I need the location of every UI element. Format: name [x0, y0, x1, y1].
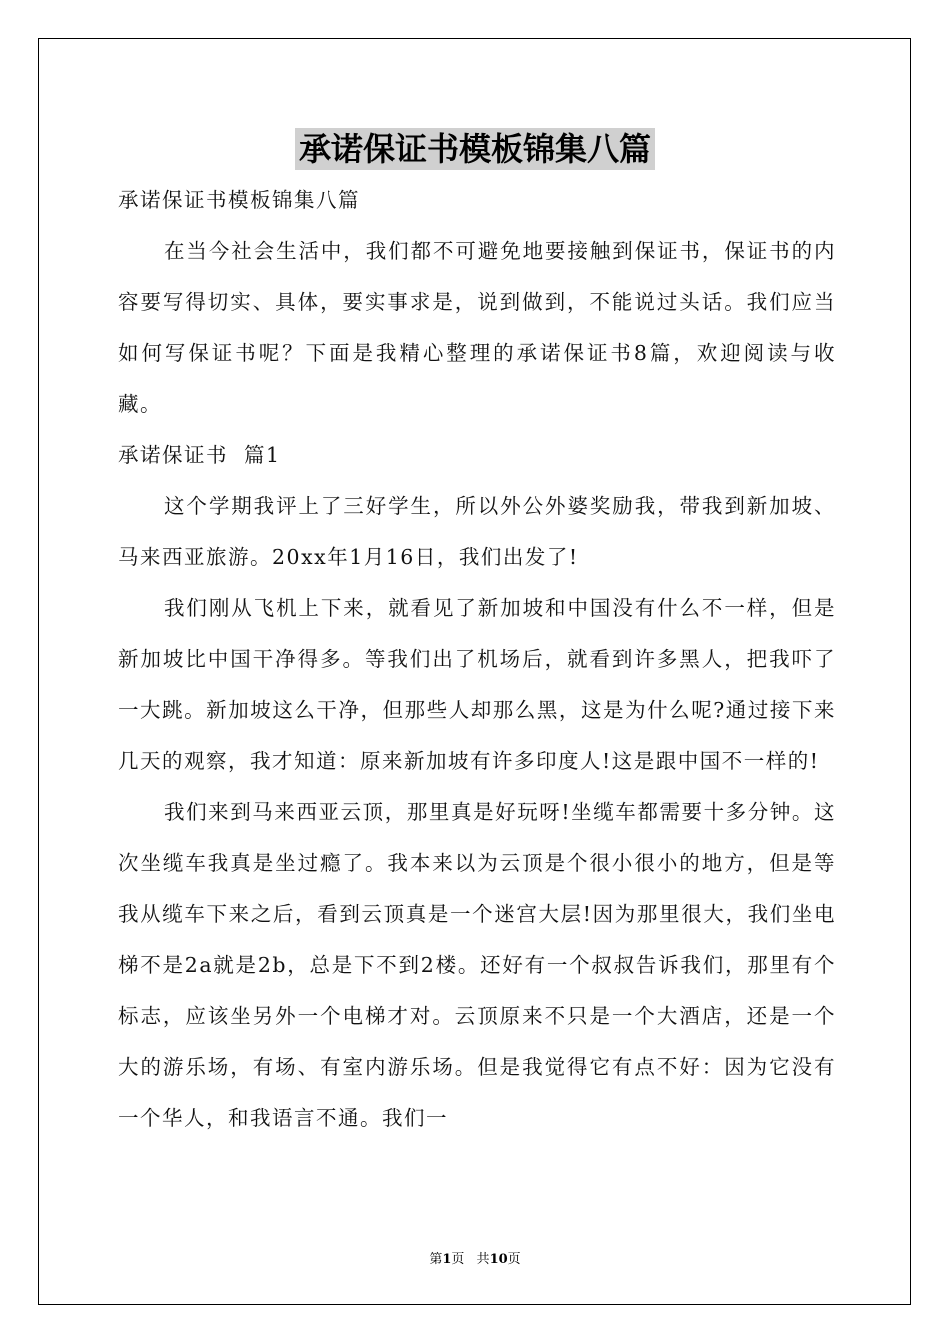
- page-footer: [0, 1248, 950, 1267]
- subtitle-line: 承诺保证书模板锦集八篇: [118, 188, 360, 212]
- intro-paragraph: 在当今社会生活中，我们都不可避免地要接触到保证书，保证书的内容要写得切实、具体，要实事求是，说到做到，不能说过头话。我们应当如何写保证书呢？下面是我精心整理的承诺保证书8篇，欢迎阅读与收藏。: [118, 239, 836, 416]
- body-paragraph: 这个学期我评上了三好学生，所以外公外婆奖励我，带我到新加坡、马来西亚旅游。20xx年1月16日，我们出发了!: [118, 494, 836, 569]
- document-body: [118, 175, 836, 1144]
- body-paragraph: 我们来到马来西亚云顶，那里真是好玩呀!坐缆车都需要十多分钟。这次坐缆车我真是坐过瘾了。我本来以为云顶是个很小很小的地方，但是等我从缆车下来之后，看到云顶真是一个迷宫大层!因为那里很大，我们坐电梯不是2a就是2b，总是下不到2楼。还好有一个叔叔告诉我们，那里有个标志，应该坐另外一个电梯才对。云顶原来不只是一个大酒店，还是一个大的游乐场，有场、有室内游乐场。但是我觉得它有点不好：因为它没有一个华人，和我语言不通。我们一: [118, 800, 836, 1130]
- title-container: [0, 128, 950, 170]
- body-paragraph: 我们刚从飞机上下来，就看见了新加坡和中国没有什么不一样，但是新加坡比中国干净得多。等我们出了机场后，就看到许多黑人，把我吓了一大跳。新加坡这么干净，但那些人却那么黑，这是为什么呢?通过接下来几天的观察，我才知道：原来新加坡有许多印度人!这是跟中国不一样的!: [118, 596, 836, 773]
- section-heading: 承诺保证书 篇1: [118, 443, 281, 467]
- page-number: 第1页: [429, 1252, 465, 1267]
- document-title: 承诺保证书模板锦集八篇: [295, 128, 655, 170]
- page-total: 共10页: [476, 1252, 521, 1267]
